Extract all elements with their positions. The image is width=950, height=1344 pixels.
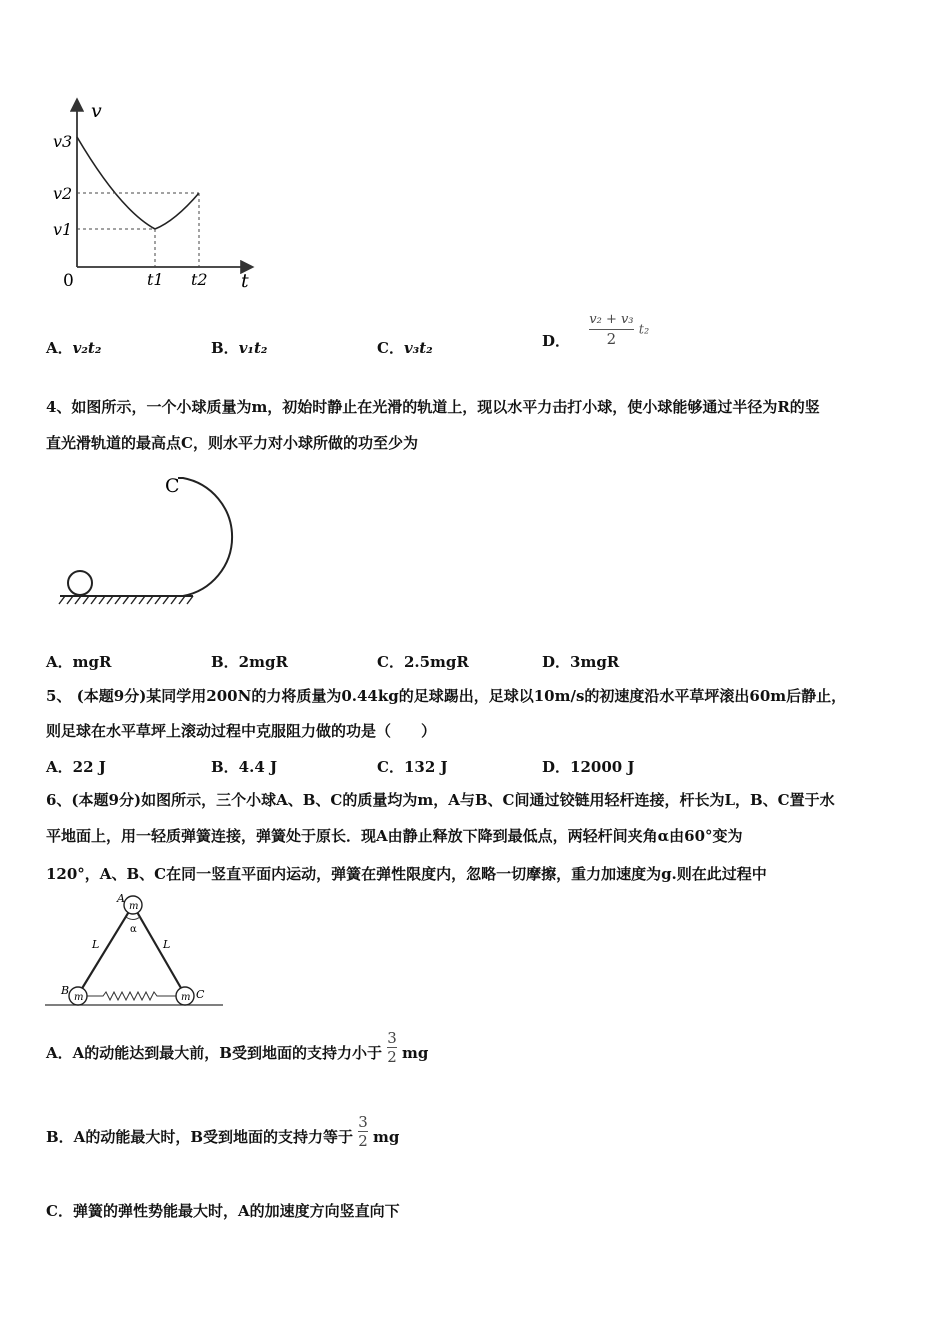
angle-arc: [126, 917, 140, 920]
velocity-curve: [77, 137, 199, 229]
point-c-label: C: [165, 475, 180, 497]
q3-option-a[interactable]: A．v₂t₂: [46, 339, 102, 357]
vt-graph: [45, 95, 270, 300]
label-alpha: α: [130, 924, 137, 935]
q5-option-d[interactable]: D．12000 J: [542, 758, 635, 776]
q5-option-a[interactable]: A．22 J: [46, 758, 106, 776]
q6-line2: 平地面上，用一轻质弹簧连接，弹簧处于原长．现A由静止释放下降到最低点，两轻杆间夹角α由60°变为: [46, 827, 743, 845]
v3-label: v3: [53, 132, 73, 151]
q4-option-d[interactable]: D．3mgR: [542, 653, 620, 671]
ground-hatching: [59, 596, 193, 604]
q6-line1: 6、(本题9分)如图所示，三个小球A、B、C的质量均为m，A与B、C间通过铰链用轻杆连接，杆长为L，B、C置于水: [46, 791, 835, 809]
x-axis-label: t: [241, 270, 249, 292]
q4-line2: 直光滑轨道的最高点C，则水平力对小球所做的功至少为: [46, 434, 418, 452]
q3-option-d[interactable]: D． $\frac{\text{v₂ + v₃}}{2}$ t₂: [542, 312, 650, 350]
label-l-left: L: [92, 938, 100, 951]
v1-label: v1: [53, 220, 73, 239]
three-ball-figure: [45, 890, 225, 1010]
label-b: B: [61, 984, 70, 997]
loop-track-figure: [55, 470, 250, 610]
rod-ab: [78, 905, 133, 995]
q5-option-c[interactable]: C．132 J: [377, 758, 448, 776]
fraction-three-halves: $\frac{3}{2}$: [358, 1113, 368, 1150]
ball-a-mass: m: [129, 901, 139, 912]
q4-option-c[interactable]: C．2.5mgR: [377, 653, 469, 671]
t1-label: t1: [147, 270, 164, 289]
ball-b-mass: m: [74, 992, 84, 1003]
q6-line3: 120°，A、B、C在同一竖直平面内运动，弹簧在弹性限度内，忽略一切摩擦，重力加速度为g.则在此过程中: [46, 865, 767, 883]
q3-option-b[interactable]: B．v₁t₂: [211, 339, 268, 357]
q3-option-c[interactable]: C．v₃t₂: [377, 339, 433, 357]
loop-track: [175, 478, 232, 596]
q5-line2: 则足球在水平草坪上滚动过程中克服阻力做的功是（ ）: [46, 722, 437, 740]
q5-option-b[interactable]: B．4.4 J: [211, 758, 278, 776]
rod-ac: [133, 905, 185, 995]
v2-label: v2: [53, 184, 73, 203]
q4-option-a[interactable]: A．mgR: [46, 653, 112, 671]
q6-option-b[interactable]: B．A的动能最大时，B受到地面的支持力等于 $\frac{3}{2}$ mg: [46, 1113, 400, 1150]
label-a: A: [117, 892, 125, 905]
q6-option-a[interactable]: A．A的动能达到最大前，B受到地面的支持力小于 $\frac{3}{2}$ mg: [46, 1029, 429, 1066]
y-axis-label: v: [91, 100, 102, 122]
fraction: $\frac{\text{v₂ + v₃}}{2}$: [589, 312, 634, 348]
t2-label: t2: [191, 270, 208, 289]
spring: [87, 992, 176, 1000]
q5-line1: 5、 (本题9分)某同学用200N的力将质量为0.44kg的足球踢出，足球以10m/s的初速度沿水平草坪滚出60m后静止，: [46, 687, 847, 705]
q4-line1: 4、如图所示，一个小球质量为m，初始时静止在光滑的轨道上，现以水平力击打小球，使小球能够通过半径为R的竖: [46, 398, 820, 416]
origin-label: 0: [63, 271, 74, 291]
q6-option-c[interactable]: C．弹簧的弹性势能最大时，A的加速度方向竖直向下: [46, 1202, 400, 1220]
label-l-right: L: [163, 938, 171, 951]
fraction-three-halves: $\frac{3}{2}$: [387, 1029, 397, 1066]
ball-c-mass: m: [181, 992, 191, 1003]
q4-option-b[interactable]: B．2mgR: [211, 653, 288, 671]
label-c: C: [196, 988, 205, 1001]
ball: [68, 571, 92, 595]
